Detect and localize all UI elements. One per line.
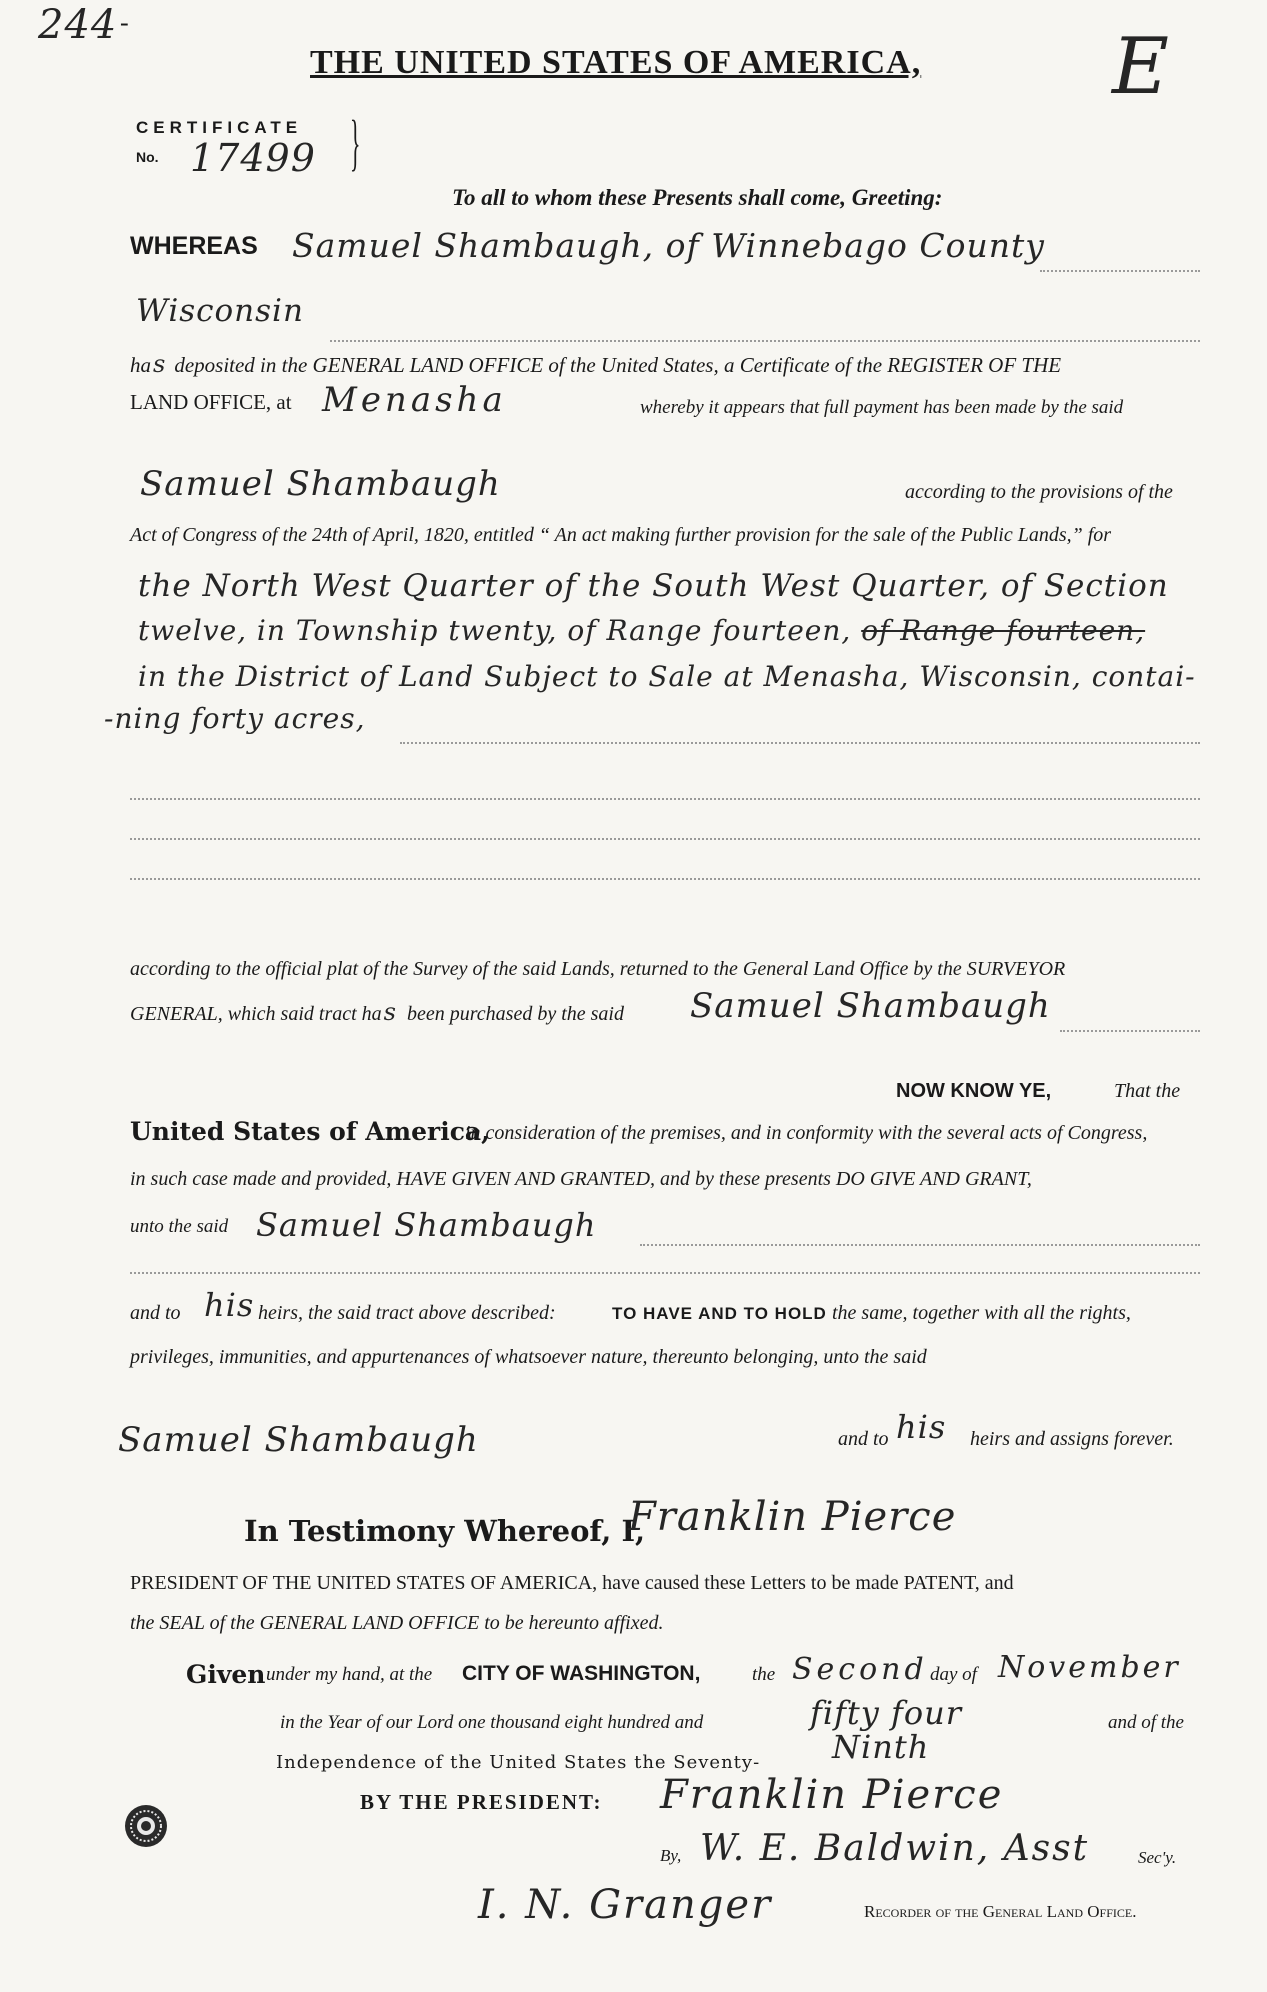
secretary-title: Sec'y. xyxy=(1138,1848,1177,1867)
given-word: Given xyxy=(186,1660,266,1689)
his-hand: his xyxy=(204,1286,255,1324)
president-patent-line: PRESIDENT OF THE UNITED STATES OF AMERICA, have caused these Letters to be made PATENT, and xyxy=(130,1572,1014,1594)
grantee-line-1: Samuel Shambaugh, of Winnebago County xyxy=(292,226,1045,265)
the-text: the xyxy=(752,1664,776,1685)
his-hand-2: his xyxy=(896,1408,947,1446)
survey-hand-s: s xyxy=(383,998,397,1026)
day-handwritten: Second xyxy=(792,1652,928,1687)
survey-prefix: GENERAL, which said tract ha xyxy=(130,1003,382,1025)
grantee-name-grant: Samuel Shambaugh xyxy=(256,1206,597,1244)
certificate-number: 17499 xyxy=(190,136,316,180)
dotted-fill-line xyxy=(130,838,1200,840)
grantee-line-2: Wisconsin xyxy=(136,293,304,329)
dotted-fill-line xyxy=(330,340,1200,342)
land-office-label: LAND OFFICE, at xyxy=(130,390,292,414)
year-of-our-lord: in the Year of our Lord one thousand eight hundred and xyxy=(280,1712,704,1733)
certificate-no-label: No. xyxy=(136,149,159,165)
dotted-fill-line xyxy=(130,798,1200,800)
margin-dash-mark: - xyxy=(120,8,129,37)
year-handwritten: fifty four xyxy=(810,1694,963,1732)
by-text: By, xyxy=(660,1846,682,1865)
and-to-text: and to xyxy=(130,1302,181,1324)
deposit-hand-s: s xyxy=(153,350,167,378)
margin-number: 244 xyxy=(38,2,118,48)
survey-line-2 xyxy=(130,998,624,1026)
unto-the-said: unto the said xyxy=(130,1216,229,1237)
and-of-the: and of the xyxy=(1108,1712,1184,1733)
description-line-3: in the District of Land Subject to Sale at Menasha, Wisconsin, contai- xyxy=(138,660,1196,693)
heirs-and-assigns: heirs and assigns forever. xyxy=(970,1428,1174,1450)
general-land-office-seal xyxy=(124,1804,168,1848)
in-testimony-whereof: In Testimony Whereof, I, xyxy=(244,1514,646,1548)
independence-handwritten: Ninth xyxy=(832,1728,930,1766)
deposit-prefix: ha xyxy=(130,353,151,377)
given-and-granted-line: in such case made and provided, HAVE GIVEN AND GRANTED, and by these presents DO GIVE AND GRANT, xyxy=(130,1168,1032,1190)
that-the-text: That the xyxy=(1114,1080,1181,1102)
survey-line-1: according to the official plat of the Survey of the said Lands, returned to the General Land Office by the SURVEYOR xyxy=(130,958,1066,980)
purchaser-name: Samuel Shambaugh xyxy=(690,986,1051,1026)
under-my-hand: under my hand, at the xyxy=(266,1664,433,1685)
now-know-ye: NOW KNOW YE, xyxy=(896,1080,1052,1102)
consideration-text: in consideration of the premises, and in conformity with the several acts of Congress, xyxy=(465,1122,1148,1144)
united-states-blackletter: United States of America, xyxy=(130,1117,490,1146)
month-handwritten: November xyxy=(998,1650,1181,1685)
greeting: To all to whom these Presents shall come, Greeting: xyxy=(452,185,943,210)
day-of-text: day of xyxy=(930,1664,977,1685)
deposit-line-1 xyxy=(130,350,1061,378)
corner-mark: E xyxy=(1112,22,1169,112)
provisions-text: according to the provisions of the xyxy=(905,481,1173,503)
survey-purchased-text: been purchased by the said xyxy=(407,1003,624,1025)
dotted-fill-line xyxy=(1060,1030,1200,1032)
dotted-fill-line xyxy=(400,742,1200,744)
dotted-fill-line xyxy=(640,1244,1200,1246)
certificate-brace: } xyxy=(350,109,361,177)
act-of-congress-line: Act of Congress of the 24th of April, 1820, entitled “ An act making further provision for the sale of the Public Lands,” for xyxy=(130,524,1112,546)
certificate-label: CERTIFICATE xyxy=(136,118,303,137)
recorder-title: Recorder of the General Land Office. xyxy=(864,1902,1137,1921)
description-line-4: -ning forty acres, xyxy=(104,702,366,735)
by-the-president: BY THE PRESIDENT: xyxy=(360,1790,603,1814)
privileges-line: privileges, immunities, and appurtenances of whatsoever nature, thereunto belonging, unto the said xyxy=(130,1346,927,1368)
rights-text: the same, together with all the rights, xyxy=(832,1302,1131,1324)
dotted-fill-line xyxy=(130,878,1200,880)
seal-line: the SEAL of the GENERAL LAND OFFICE to be hereunto affixed. xyxy=(130,1612,664,1634)
dotted-fill-line xyxy=(130,1272,1200,1274)
secretary-signature: W. E. Baldwin, Asst xyxy=(700,1828,1090,1869)
grantee-name-habendum: Samuel Shambaugh xyxy=(118,1420,479,1460)
document-title: THE UNITED STATES OF AMERICA, xyxy=(310,44,922,81)
and-to-text-2: and to xyxy=(838,1428,889,1450)
recorder-signature: I. N. Granger xyxy=(478,1882,773,1928)
whereas-label: WHEREAS xyxy=(130,232,258,260)
description-line-1: the North West Quarter of the South West Quarter, of Section xyxy=(138,568,1169,604)
land-office-name: Menasha xyxy=(322,380,507,420)
deposit-text: deposited in the GENERAL LAND OFFICE of the United States, a Certificate of the REGISTER OF THE xyxy=(174,353,1062,377)
president-signature-testimony: Franklin Pierce xyxy=(628,1494,957,1540)
independence-line: Independence of the United States the Seventy- xyxy=(276,1752,761,1773)
payment-text: whereby it appears that full payment has been made by the said xyxy=(640,397,1124,418)
description-line-2-main: twelve, in Township twenty, of Range fourteen, xyxy=(138,614,852,647)
to-have-and-to-hold: TO HAVE AND TO HOLD xyxy=(612,1304,827,1323)
description-line-2 xyxy=(138,614,1145,647)
payer-name: Samuel Shambaugh xyxy=(140,464,501,504)
dotted-fill-line xyxy=(1040,270,1200,272)
description-struck-text: of Range fourteen, xyxy=(861,614,1146,647)
president-signature: Franklin Pierce xyxy=(660,1772,1004,1818)
city-of-washington: CITY OF WASHINGTON, xyxy=(462,1662,701,1685)
heirs-tract-text: heirs, the said tract above described: xyxy=(258,1302,556,1324)
